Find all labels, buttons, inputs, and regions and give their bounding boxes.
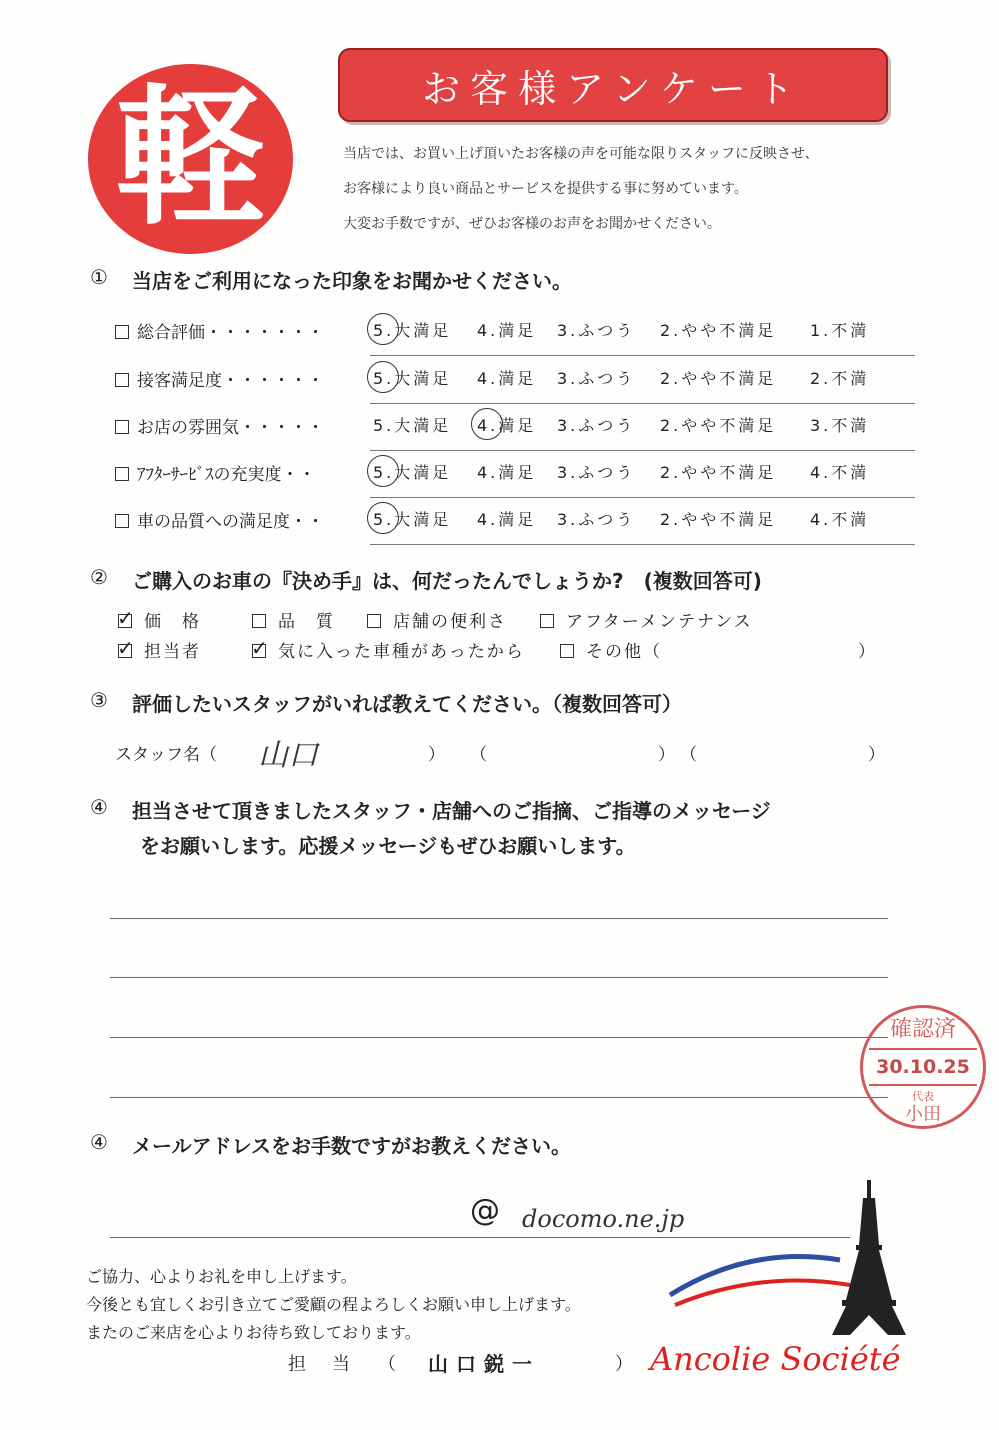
checkbox-quality[interactable] <box>252 614 266 628</box>
staff-paren-3: ） <box>658 745 675 765</box>
intro-line-1: 当店では、お買い上げ頂いたお客様の声を可能な限りスタッフに反映させ、 <box>343 146 819 162</box>
rating-option[interactable]: 2.やや不満足 <box>660 416 777 435</box>
q2-other-close-paren: ） <box>858 642 875 662</box>
shop-logo <box>88 64 293 254</box>
q3-number: ③ <box>90 688 108 712</box>
rating-label-text: 接客満足度・・・・・・ <box>137 371 324 391</box>
rating-option[interactable]: 5.大満足 <box>373 460 451 483</box>
staff-paren-5: ） <box>868 745 885 765</box>
q2-option-other[interactable]: その他（ <box>560 637 662 662</box>
q4-number: ④ <box>90 795 108 819</box>
rating-option[interactable]: 4.満足 <box>477 413 536 436</box>
staff-name-value[interactable]: 山口 <box>258 738 318 773</box>
email-at-sign: @ <box>470 1193 500 1228</box>
q1-number: ① <box>90 265 108 289</box>
rating-option[interactable]: 3.ふつう <box>557 510 636 529</box>
rating-checkbox[interactable] <box>115 514 129 528</box>
tantou-close-paren: ） <box>615 1354 633 1375</box>
q1-title: 当店をご利用になった印象をお聞かせください。 <box>132 269 572 293</box>
rating-label-text: ｱﾌﾀｰｻｰﾋﾞｽの充実度・・ <box>137 465 316 485</box>
rating-option[interactable]: 4.満足 <box>477 463 537 482</box>
q2-option-staff[interactable]: ✓担当者 <box>118 637 201 662</box>
rating-row <box>115 318 915 348</box>
stamp-name: 小田 <box>905 1104 941 1125</box>
rating-label-text: お店の雰囲気・・・・・ <box>137 418 324 438</box>
rating-checkbox[interactable] <box>115 325 129 339</box>
rating-option[interactable]: 4.満足 <box>477 369 537 388</box>
rating-option[interactable]: 5.大満足 <box>373 507 451 530</box>
rating-label-text: 車の品質への満足度・・ <box>137 512 324 532</box>
message-line-3[interactable] <box>110 1037 888 1038</box>
checkbox-convenience[interactable] <box>367 614 381 628</box>
q4-title-line-1: 担当させて頂きましたスタッフ・店舗へのご指摘、ご指導のメッセージ <box>132 799 771 823</box>
rating-option[interactable]: 2.やや不満足 <box>660 369 777 388</box>
rating-row <box>115 507 915 537</box>
approval-stamp <box>860 1005 986 1129</box>
staff-paren-1: ） <box>428 745 445 765</box>
rating-option[interactable]: 5.大満足 <box>373 416 452 435</box>
logo-character: 軽 <box>115 72 266 246</box>
rating-option[interactable]: 1.不満 <box>810 321 870 340</box>
rating-option[interactable]: 4.満足 <box>477 510 537 529</box>
rating-underline <box>370 355 915 356</box>
checkbox-favorite-car[interactable] <box>252 644 266 658</box>
rating-option[interactable]: 2.やや不満足 <box>660 510 777 529</box>
rating-label[interactable] <box>115 366 324 391</box>
q2-number: ② <box>90 565 108 589</box>
q5-number: ④ <box>90 1130 108 1154</box>
staff-name-label: スタッフ名（ <box>115 745 217 765</box>
message-line-1[interactable] <box>110 918 888 919</box>
rating-option[interactable]: 5.大満足 <box>373 318 451 341</box>
eiffel-tower-logo-icon <box>660 1175 920 1345</box>
rating-row <box>115 413 915 443</box>
q2-option-convenience[interactable]: 店舗の便利さ <box>367 607 507 632</box>
rating-option[interactable]: 2.不満 <box>810 369 870 388</box>
q4-title-line-2: をお願いします。応援メッセージもぜひお願いします。 <box>140 834 636 858</box>
q2-option-price[interactable]: ✓価 格 <box>118 607 201 632</box>
staff-paren-4: （ <box>680 745 697 765</box>
q2-option-quality[interactable]: 品 質 <box>252 607 335 632</box>
brand-name: Ancolie Société <box>650 1340 901 1378</box>
rating-checkbox[interactable] <box>115 467 129 481</box>
rating-option[interactable]: 3.ふつう <box>557 416 636 435</box>
stamp-divider-top <box>869 1048 977 1050</box>
stamp-role: 代表 <box>912 1090 934 1103</box>
rating-option[interactable]: 4.不満 <box>810 510 870 529</box>
rating-option[interactable]: 3.ふつう <box>557 321 636 340</box>
intro-line-2: お客様により良い商品とサービスを提供する事に努めています。 <box>343 181 748 197</box>
rating-underline <box>370 544 915 545</box>
message-line-4[interactable] <box>110 1097 888 1098</box>
stamp-confirmed-text: 確認済 <box>889 1017 956 1042</box>
rating-underline <box>370 450 915 451</box>
rating-checkbox[interactable] <box>115 373 129 387</box>
rating-option[interactable]: 4.不満 <box>810 463 870 482</box>
closing-line-2: 今後とも宜しくお引き立てご愛顧の程よろしくお願い申し上げます。 <box>86 1295 581 1314</box>
rating-label[interactable] <box>115 318 324 343</box>
stamp-date: 30.10.25 <box>876 1056 970 1078</box>
tantou-label: 担 当 <box>288 1354 354 1375</box>
closing-line-3: またのご来店を心よりお待ち致しております。 <box>86 1323 421 1342</box>
q2-option-maintenance[interactable]: アフターメンテナンス <box>540 607 753 632</box>
closing-line-1: ご協力、心よりお礼を申し上げます。 <box>86 1267 357 1286</box>
page-title: お客様アンケート <box>338 48 888 122</box>
checkbox-staff[interactable] <box>118 644 132 658</box>
rating-option[interactable]: 2.やや不満足 <box>660 321 777 340</box>
q3-title: 評価したいスタッフがいれば教えてください。（複数回答可） <box>132 692 682 716</box>
rating-label[interactable] <box>115 413 324 438</box>
rating-option[interactable]: 3.不満 <box>810 416 870 435</box>
rating-label[interactable] <box>115 507 324 532</box>
rating-label[interactable] <box>115 460 316 485</box>
rating-option[interactable]: 3.ふつう <box>557 463 636 482</box>
checkbox-price[interactable] <box>118 614 132 628</box>
rating-option[interactable]: 2.やや不満足 <box>660 463 777 482</box>
rating-option[interactable]: 4.満足 <box>477 321 537 340</box>
q5-title: メールアドレスをお手数ですがお教えください。 <box>132 1134 571 1158</box>
q2-option-favorite-car[interactable]: ✓ 気に入った車種があったから <box>252 637 525 662</box>
stamp-divider-bottom <box>869 1084 977 1086</box>
q2-title: ご購入のお車の『決め手』は、何だったんでしょうか? (複数回答可) <box>132 569 762 593</box>
message-line-2[interactable] <box>110 977 888 978</box>
rating-option[interactable]: 3.ふつう <box>557 369 636 388</box>
tantou-name: 山口鋭一 <box>428 1352 540 1376</box>
rating-option[interactable]: 5.大満足 <box>373 366 451 389</box>
rating-row <box>115 366 915 396</box>
staff-paren-2: （ <box>470 745 487 765</box>
rating-checkbox[interactable] <box>115 420 129 434</box>
rating-row <box>115 460 915 490</box>
email-domain[interactable]: docomo.ne.jp <box>522 1205 685 1233</box>
checkbox-maintenance[interactable] <box>540 614 554 628</box>
tantou-open-paren: （ <box>378 1354 396 1375</box>
rating-label-text: 総合評価・・・・・・・ <box>137 323 324 343</box>
rating-underline <box>370 403 915 404</box>
intro-line-3: 大変お手数ですが、ぜひお客様のお声をお聞かせください。 <box>343 216 721 232</box>
checkbox-other[interactable] <box>560 644 574 658</box>
rating-underline <box>370 497 915 498</box>
